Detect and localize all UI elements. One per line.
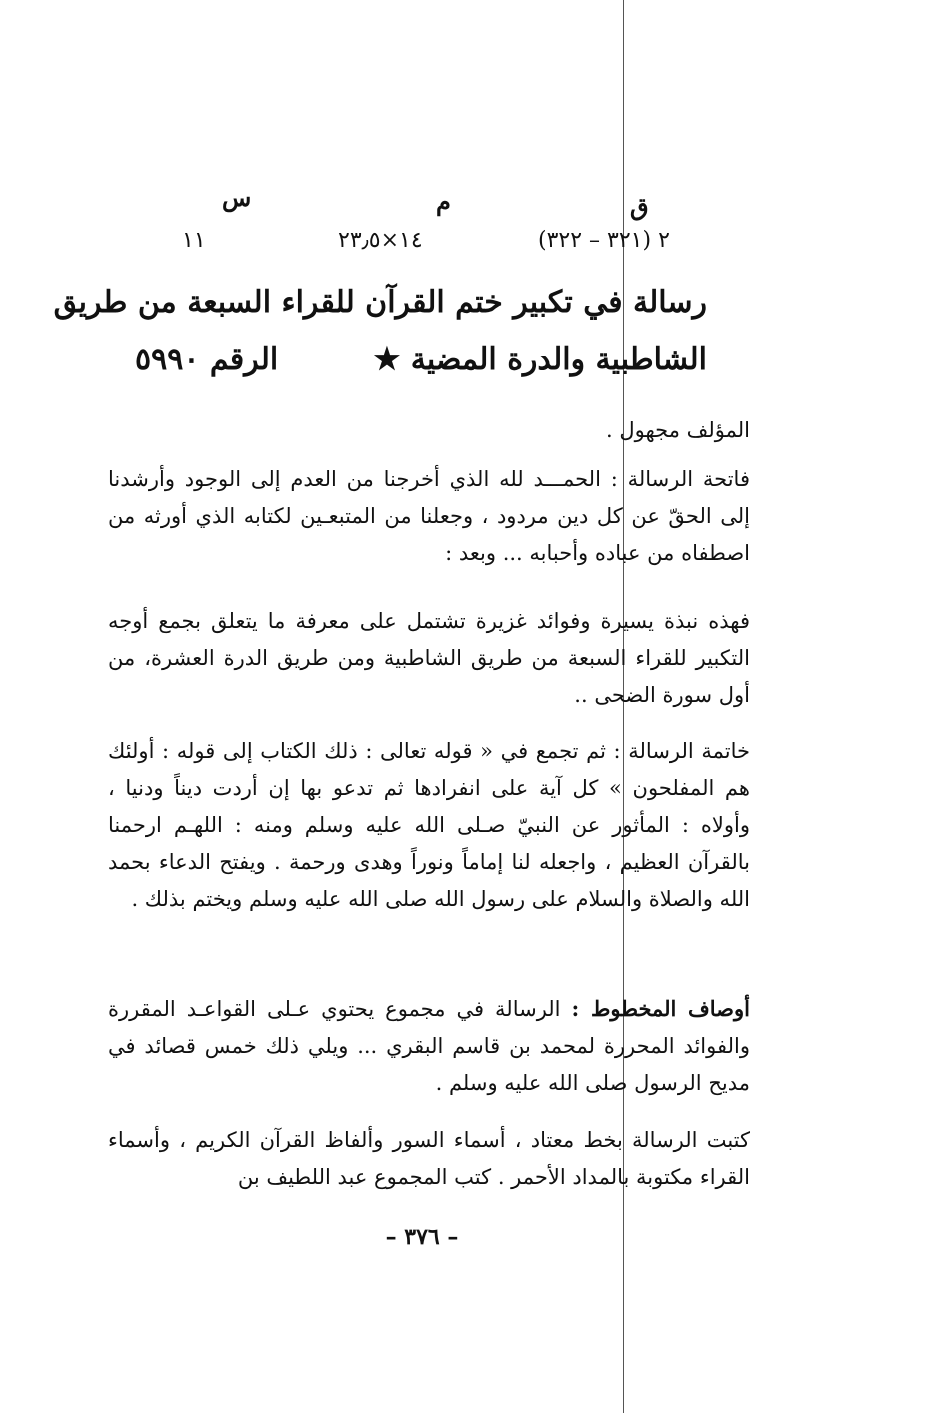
title-line-1: رسالة في تكبير ختم القرآن للقراء السبعة من طريق xyxy=(53,285,707,320)
opening-entry: فاتحة الرسالة : الحمـــد لله الذي أخرجنا من العدم إلى الوجود وأرشدنا إلى الحقّ عن كل دين مردود ، وجعلنا من المتبعـين لكتابه الذي أورثه من اصطفاه من عباده وأحبابه ... وبعد : xyxy=(108,467,750,565)
header-value-dimensions: ١٤×٢٣٫٥ xyxy=(338,228,423,253)
description-text: الرسالة في مجموع يحتوي عـلى القواعـد المقررة والفوائد المحررة لمحمد بن قاسم البقري ... ويلي ذلك خمس قصائد في مديح الرسول صلى الله عليه وسلم . xyxy=(108,997,750,1095)
subject-entry: فهذه نبذة يسيرة وفوائد غزيرة تشتمل على معرفة ما يتعلق بجمع أوجه التكبير للقراء السبعة من طريق الشاطبية ومن طريق الدرة العشرة، من أول سورة الضحى .. xyxy=(108,609,750,707)
header-value-lines: ١١ xyxy=(182,228,206,253)
header-label-s: س xyxy=(222,183,252,212)
closing-entry: خاتمة الرسالة : ثم تجمع في « قوله تعالى : ذلك الكتاب إلى قوله : أولئك هم المفلحون » كل آية على انفرادها ثم تدعو بها إن أردت ديناً ودنيا ، وأولاه : المأثور عن النبيّ صـلى الله عليه وسلم ومنه : اللهـم ارحمنا بالقرآن العظيم ، واجعله لنا إماماً ونوراً وهدى ورحمة . ويفتح الدعاء بحمد الله والصلاة والسلام على رسول الله صلى الله عليه وسلم ويختم بذلك . xyxy=(108,739,750,911)
header-value-folios: ٢ (٣٢١ – ٣٢٢) xyxy=(538,228,670,253)
title-line-2: الشاطبية والدرة المضية ★ xyxy=(373,342,707,377)
description-label: أوصاف المخطوط : xyxy=(571,996,750,1021)
reference-number: الرقم ٥٩٩٠ xyxy=(135,342,279,377)
header-label-m: م xyxy=(436,187,451,216)
description-entry xyxy=(108,990,750,1102)
page-number: – ٣٧٦ – xyxy=(385,1224,459,1250)
header-label-q: ق xyxy=(630,192,649,221)
author-entry: المؤلف مجهول . xyxy=(606,418,750,442)
notes-entry: كتبت الرسالة بخط معتاد ، أسماء السور وألفاظ القرآن الكريم ، وأسماء القراء مكتوبة بالمداد الأحمر . كتب المجموع عبد اللطيف بن xyxy=(108,1128,750,1189)
